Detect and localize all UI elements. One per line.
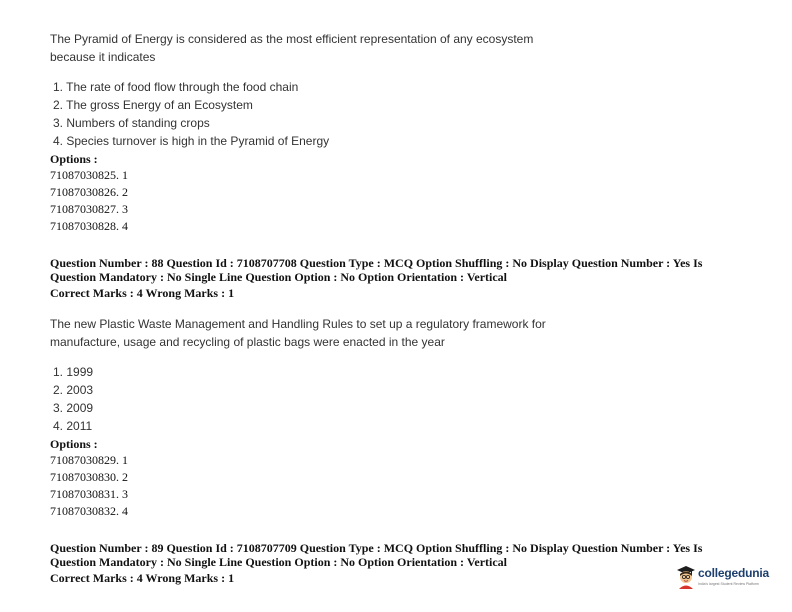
student-mascot-icon: [676, 565, 696, 589]
q88-choice-4: 4. 2011: [53, 419, 93, 433]
collegedunia-logo: [676, 563, 788, 591]
q89-meta-line-1: Question Number : 89 Question Id : 7108707709 Question Type : MCQ Option Shuffling : No Display Question Number : Yes Is: [50, 541, 703, 555]
q89-marks: Correct Marks : 4 Wrong Marks : 1: [50, 571, 235, 585]
q88-meta-line-2: Question Mandatory : No Single Line Question Option : No Option Orientation : Vertical: [50, 270, 508, 284]
choice-1: 1. The rate of food flow through the food chain: [53, 80, 299, 94]
q88-choice-2: 2. 2003: [53, 383, 94, 397]
q88-text-line-1: The new Plastic Waste Management and Handling Rules to set up a regulatory framework for: [50, 317, 546, 331]
option-id-4: 71087030828. 4: [50, 219, 128, 233]
option-id-1: 71087030825. 1: [50, 168, 128, 182]
choice-4: 4. Species turnover is high in the Pyramid of Energy: [53, 134, 330, 148]
q88-option-id-2: 71087030830. 2: [50, 470, 128, 484]
choice-3: 3. Numbers of standing crops: [53, 116, 210, 130]
choice-2: 2. The gross Energy of an Ecosystem: [53, 98, 253, 112]
q88-text-line-2: manufacture, usage and recycling of plastic bags were enacted in the year: [50, 335, 445, 349]
options-label: Options :: [50, 152, 98, 166]
brand-name: collegedunia: [698, 566, 769, 580]
question-text-line-2: because it indicates: [50, 50, 156, 64]
question-text-line-1: The Pyramid of Energy is considered as the most efficient representation of any ecosystem: [50, 32, 534, 46]
q88-choice-3: 3. 2009: [53, 401, 94, 415]
q89-meta-line-2: Question Mandatory : No Single Line Question Option : No Option Orientation : Vertical: [50, 555, 508, 569]
option-id-3: 71087030827. 3: [50, 202, 128, 216]
q88-meta-line-1: Question Number : 88 Question Id : 7108707708 Question Type : MCQ Option Shuffling : No Display Question Number : Yes Is: [50, 256, 703, 270]
option-id-2: 71087030826. 2: [50, 185, 128, 199]
q88-choice-1: 1. 1999: [53, 365, 94, 379]
q88-option-id-1: 71087030829. 1: [50, 453, 128, 467]
q88-options-label: Options :: [50, 437, 98, 451]
brand-tagline: India's largest Student Review Platform: [698, 582, 759, 586]
q88-marks: Correct Marks : 4 Wrong Marks : 1: [50, 286, 235, 300]
q88-option-id-4: 71087030832. 4: [50, 504, 128, 518]
q88-option-id-3: 71087030831. 3: [50, 487, 128, 501]
